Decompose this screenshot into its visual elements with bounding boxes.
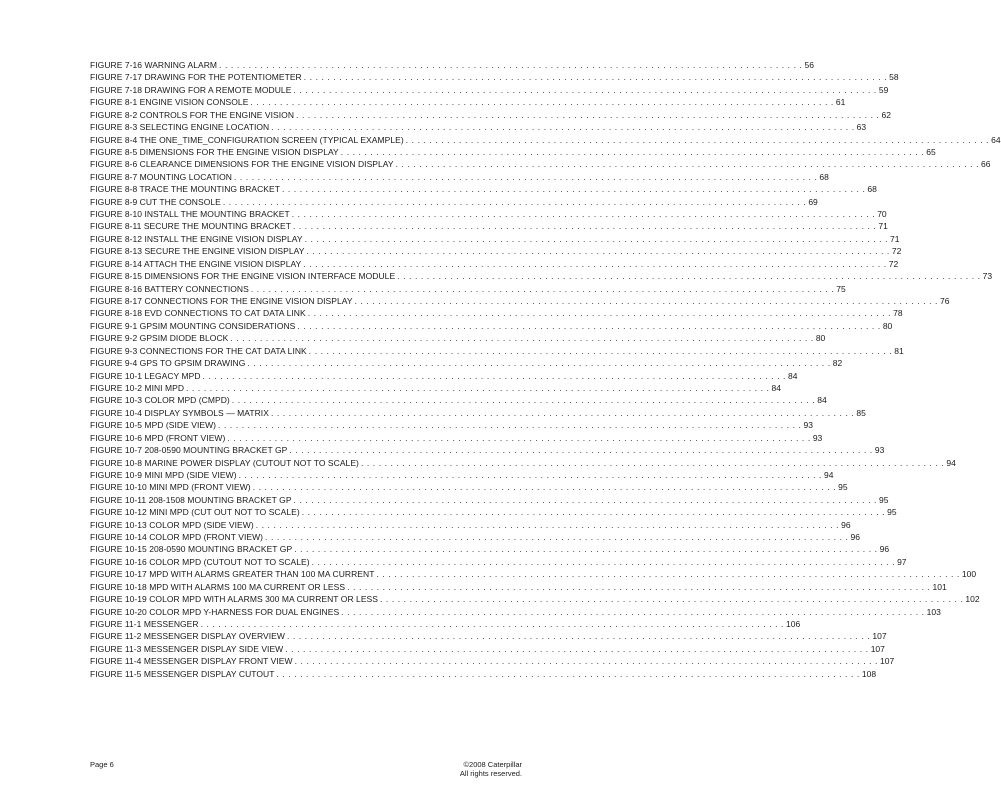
toc-entry[interactable]	[90, 531, 860, 543]
toc-entry-page: 68	[867, 184, 877, 195]
toc-entry[interactable]	[90, 630, 887, 642]
toc-entry[interactable]	[90, 283, 846, 295]
toc-entry-label: FIGURE 9-1 GPSIM MOUNTING CONSIDERATIONS	[90, 320, 296, 331]
toc-entry-page: 69	[808, 196, 818, 207]
toc-entry-label: FIGURE 11-1 MESSENGER	[90, 618, 199, 629]
toc-entry-page: 63	[856, 122, 867, 133]
dot-leader: . . . . . . . . . . . . . . . . . . . . . . . . . . . . . . . . . . . . . . . . . . . . . . . . . . . . . . . . . . . . . . . . . . . . . . . . . . . . . . . . . . . . . . . . . . . . . . . . . . .	[395, 159, 980, 170]
toc-entry[interactable]	[90, 345, 904, 357]
toc-entry[interactable]	[90, 593, 980, 605]
toc-entry-page: 78	[893, 308, 903, 319]
dot-leader: . . . . . . . . . . . . . . . . . . . . . . . . . . . . . . . . . . . . . . . . . . . . . . . . . . . . . . . . . . . . . . . . . . . . . . . . . . . . . . . . . . . . . . . . . . . . . . . . . . .	[186, 382, 770, 393]
toc-entry-page: 76	[940, 296, 950, 307]
toc-entry-label: FIGURE 8-3 SELECTING ENGINE LOCATION	[90, 122, 270, 133]
dot-leader: . . . . . . . . . . . . . . . . . . . . . . . . . . . . . . . . . . . . . . . . . . . . . . . . . . . . . . . . . . . . . . . . . . . . . . . . . . . . . . . . . . . . . . . . . . . . . . . . . . .	[308, 345, 893, 356]
toc-entry[interactable]	[90, 96, 846, 108]
dot-leader: . . . . . . . . . . . . . . . . . . . . . . . . . . . . . . . . . . . . . . . . . . . . . . . . . . . . . . . . . . . . . . . . . . . . . . . . . . . . . . . . . . . . . . . . . . . . . . . . . . .	[250, 283, 835, 294]
toc-entry-page: 101	[932, 581, 947, 592]
dot-leader: . . . . . . . . . . . . . . . . . . . . . . . . . . . . . . . . . . . . . . . . . . . . . . . . . . . . . . . . . . . . . . . . . . . . . . . . . . . . . . . . . . . . . . . . . . . . . . . . . . .	[230, 333, 814, 344]
dot-leader: . . . . . . . . . . . . . . . . . . . . . . . . . . . . . . . . . . . . . . . . . . . . . . . . . . . . . . . . . . . . . . . . . . . . . . . . . . . . . . . . . . . . . . . . . . . . . . . . . . .	[307, 308, 892, 319]
toc-entry-label: FIGURE 8-9 CUT THE CONSOLE	[90, 196, 221, 207]
toc-entry[interactable]	[90, 146, 936, 158]
toc-entry-page: 85	[856, 407, 866, 418]
toc-entry-page: 72	[888, 258, 899, 269]
dot-leader: . . . . . . . . . . . . . . . . . . . . . . . . . . . . . . . . . . . . . . . . . . . . . . . . . . . . . . . . . . . . . . . . . . . . . . . . . . . . . . . . . . . . . . . . . . . . . . . . . . .	[289, 445, 873, 456]
dot-leader: . . . . . . . . . . . . . . . . . . . . . . . . . . . . . . . . . . . . . . . . . . . . . . . . . . . . . . . . . . . . . . . . . . . . . . . . . . . . . . . . . . . . . . . . . . . . . . . . . . .	[227, 432, 811, 443]
toc-entry-label: FIGURE 8-14 ATTACH THE ENGINE VISION DISPLAY	[90, 258, 302, 269]
toc-entry-page: 102	[965, 594, 980, 605]
toc-entry[interactable]	[90, 270, 993, 282]
toc-entry-page: 71	[878, 221, 888, 232]
toc-entry-label: FIGURE 11-4 MESSENGER DISPLAY FRONT VIEW	[90, 656, 293, 667]
toc-entry[interactable]	[90, 606, 941, 618]
toc-entry-page: 107	[872, 631, 887, 642]
toc-entry[interactable]	[90, 444, 885, 456]
dot-leader: . . . . . . . . . . . . . . . . . . . . . . . . . . . . . . . . . . . . . . . . . . . . . . . . . . . . . . . . . . . . . . . . . . . . . . . . . . . . . . . . . . . . . . . . . . . . . . . . . . .	[218, 420, 802, 431]
toc-entry-page: 68	[819, 171, 829, 182]
toc-entry[interactable]	[90, 419, 813, 431]
toc-entry-page: 75	[836, 283, 846, 294]
toc-entry-label: FIGURE 10-19 COLOR MPD WITH ALARMS 300 MA CURRENT OR LESS	[90, 594, 378, 605]
dot-leader: . . . . . . . . . . . . . . . . . . . . . . . . . . . . . . . . . . . . . . . . . . . . . . . . . . . . . . . . . . . . . . . . . . . . . . . . . . . . . . . . . . . . . . . . . . . . . . . . . . .	[276, 668, 860, 679]
toc-entry-page: 107	[870, 643, 885, 654]
toc-entry[interactable]	[90, 432, 823, 444]
toc-entry-page: 66	[981, 159, 991, 170]
toc-entry-label: FIGURE 10-11 208-1508 MOUNTING BRACKET GP	[90, 494, 292, 505]
dot-leader: . . . . . . . . . . . . . . . . . . . . . . . . . . . . . . . . . . . . . . . . . . . . . . . . . . . . . . . . . . . . . . . . . . . . . . . . . . . . . . . . . . . . . . . . . . . . . . . . . . .	[247, 358, 831, 369]
toc-entry-page: 80	[882, 320, 893, 331]
toc-entry-page: 84	[771, 382, 781, 393]
dot-leader: . . . . . . . . . . . . . . . . . . . . . . . . . . . . . . . . . . . . . . . . . . . . . . . . . . . . . . . . . . . . . . . . . . . . . . . . . . . . . . . . . . . . . . . . . . . . . . . . . . .	[340, 146, 925, 157]
copyright-line: ©2008 Caterpillar	[463, 760, 522, 769]
dot-leader: . . . . . . . . . . . . . . . . . . . . . . . . . . . . . . . . . . . . . . . . . . . . . . . . . . . . . . . . . . . . . . . . . . . . . . . . . . . . . . . . . . . . . . . . . . . . . . . . . . .	[294, 656, 879, 667]
toc-entry-page: 94	[824, 469, 834, 480]
toc-entry-label: FIGURE 9-4 GPS TO GPSIM DRAWING	[90, 358, 246, 369]
toc-entry-page: 96	[841, 519, 851, 530]
dot-leader: . . . . . . . . . . . . . . . . . . . . . . . . . . . . . . . . . . . . . . . . . . . . . . . . . . . . . . . . . . . . . . . . . . . . . . . . . . . . . . . . . . . . . . . . . . . . . . . . . . .	[294, 544, 878, 555]
toc-entry-page: 84	[817, 395, 827, 406]
toc-entry-page: 70	[877, 209, 887, 220]
dot-leader: . . . . . . . . . . . . . . . . . . . . . . . . . . . . . . . . . . . . . . . . . . . . . . . . . . . . . . . . . . . . . . . . . . . . . . . . . . . . . . . . . . . . . . . . . . . . . . . . . . .	[376, 569, 960, 580]
toc-entry[interactable]	[90, 134, 1001, 146]
toc-entry[interactable]	[90, 370, 798, 382]
dot-leader: . . . . . . . . . . . . . . . . . . . . . . . . . . . . . . . . . . . . . . . . . . . . . . . . . . . . . . . . . . . . . . . . . . . . . . . . . . . . . . . . . . . . . . . . . . . . . . . . . . .	[255, 519, 840, 530]
toc-entry[interactable]	[90, 71, 899, 83]
dot-leader: . . . . . . . . . . . . . . . . . . . . . . . . . . . . . . . . . . . . . . . . . . . . . . . . . . . . . . . . . . . . . . . . . . . . . . . . . . . . . . . . . . . . . . . . . . . . . . . . . . .	[303, 258, 887, 269]
dot-leader: . . . . . . . . . . . . . . . . . . . . . . . . . . . . . . . . . . . . . . . . . . . . . . . . . . . . . . . . . . . . . . . . . . . . . . . . . . . . . . . . . . . . . . . . . . . . . . . . . . .	[347, 581, 931, 592]
toc-entry-label: FIGURE 10-15 208-0590 MOUNTING BRACKET GP	[90, 544, 293, 555]
toc-entry[interactable]	[90, 481, 848, 493]
toc-entry-label: FIGURE 8-17 CONNECTIONS FOR THE ENGINE VISION DISPLAY	[90, 296, 353, 307]
toc-entry-label: FIGURE 8-12 INSTALL THE ENGINE VISION DISPLAY	[90, 233, 303, 244]
toc-entry-page: 94	[946, 457, 956, 468]
rights-line: All rights reserved.	[459, 769, 522, 778]
dot-leader: . . . . . . . . . . . . . . . . . . . . . . . . . . . . . . . . . . . . . . . . . . . . . . . . . . . . . . . . . . . . . . . . . . . . . . . . . . . . . . . . . . . . . . . . . . . . . . . . . . .	[297, 320, 881, 331]
toc-entry[interactable]	[90, 357, 843, 369]
toc-entry-page: 58	[889, 72, 899, 83]
toc-entry[interactable]	[90, 84, 889, 96]
dot-leader: . . . . . . . . . . . . . . . . . . . . . . . . . . . . . . . . . . . . . . . . . . . . . . . . . . . . . . . . . . . . . . . . . . . . . . . . . . . . . . . . . . . . . . . . . . . . . . . . . . .	[296, 109, 880, 120]
dot-leader: . . . . . . . . . . . . . . . . . . . . . . . . . . . . . . . . . . . . . . . . . . . . . . . . . . . . . . . . . . . . . . . . . . . . . . . . . . . . . . . . . . . . . . . . . . . . . . . . . . .	[271, 122, 855, 133]
toc-entry-label: FIGURE 10-8 MARINE POWER DISPLAY (CUTOUT NOT TO SCALE)	[90, 457, 359, 468]
dot-leader: . . . . . . . . . . . . . . . . . . . . . . . . . . . . . . . . . . . . . . . . . . . . . . . . . . . . . . . . . . . . . . . . . . . . . . . . . . . . . . . . . . . . . . . . . . . . . . . . . . .	[252, 482, 837, 493]
toc-entry-label: FIGURE 7-17 DRAWING FOR THE POTENTIOMETER	[90, 72, 302, 83]
toc-entry-page: 64	[991, 134, 1001, 145]
toc-entry[interactable]	[90, 668, 877, 680]
toc-entry-label: FIGURE 8-16 BATTERY CONNECTIONS	[90, 283, 249, 294]
toc-entry-label: FIGURE 10-4 DISPLAY SYMBOLS — MATRIX	[90, 407, 269, 418]
toc-entry[interactable]	[90, 158, 991, 170]
toc-entry[interactable]	[90, 171, 829, 183]
toc-entry-label: FIGURE 10-9 MINI MPD (SIDE VIEW)	[90, 469, 237, 480]
toc-entry-page: 80	[815, 333, 826, 344]
toc-entry-page: 62	[881, 109, 891, 120]
toc-entry-page: 93	[803, 420, 813, 431]
toc-entry-label: FIGURE 7-16 WARNING ALARM	[90, 60, 218, 70]
toc-entry-label: FIGURE 8-5 DIMENSIONS FOR THE ENGINE VISION DISPLAY	[90, 146, 339, 157]
dot-leader: . . . . . . . . . . . . . . . . . . . . . . . . . . . . . . . . . . . . . . . . . . . . . . . . . . . . . . . . . . . . . . . . . . . . . . . . . . . . . . . . . . . . . . . . . . . . . . . . . . .	[341, 606, 925, 617]
toc-entry[interactable]	[90, 556, 907, 568]
toc-entry-label: FIGURE 11-3 MESSENGER DISPLAY SIDE VIEW	[90, 643, 284, 654]
toc-entry-label: FIGURE 10-5 MPD (SIDE VIEW)	[90, 420, 217, 431]
toc-entry-page: 95	[838, 482, 848, 493]
toc-entry-page: 82	[832, 358, 843, 369]
dot-leader: . . . . . . . . . . . . . . . . . . . . . . . . . . . . . . . . . . . . . . . . . . . . . . . . . . . . . . . . . . . . . . . . . . . . . . . . . . . . . . . . . . . . . . . . . . . . . . . . . . .	[222, 196, 807, 207]
dot-leader: . . . . . . . . . . . . . . . . . . . . . . . . . . . . . . . . . . . . . . . . . . . . . . . . . . . . . . . . . . . . . . . . . . . . . . . . . . . . . . . . . . . . . . . . . . . . . . . . . . .	[306, 246, 890, 257]
toc-entry-label: FIGURE 10-14 COLOR MPD (FRONT VIEW)	[90, 532, 264, 543]
dot-leader: . . . . . . . . . . . . . . . . . . . . . . . . . . . . . . . . . . . . . . . . . . . . . . . . . . . . . . . . . . . . . . . . . . . . . . . . . . . . . . . . . . . . . . . . . . . . . . . . . . .	[238, 469, 823, 480]
toc-entry-page: 106	[786, 618, 801, 629]
toc-entry-label: FIGURE 8-4 THE ONE_TIME_CONFIGURATION SCREEN (TYPICAL EXAMPLE)	[90, 134, 404, 145]
toc-entry-page: 73	[982, 271, 993, 282]
toc-entry-label: FIGURE 10-1 LEGACY MPD	[90, 370, 201, 381]
toc-entry[interactable]	[90, 121, 867, 133]
toc-entry-page: 81	[894, 345, 904, 356]
dot-leader: . . . . . . . . . . . . . . . . . . . . . . . . . . . . . . . . . . . . . . . . . . . . . . . . . . . . . . . . . . . . . . . . . . . . . . . . . . . . . . . . . . . . . . . . . . . . . . . . . . .	[292, 221, 877, 232]
toc-entry[interactable]	[90, 183, 877, 195]
toc-entry-label: FIGURE 11-5 MESSENGER DISPLAY CUTOUT	[90, 668, 275, 679]
toc-entry-page: 65	[926, 146, 936, 157]
toc-entry-label: FIGURE 8-8 TRACE THE MOUNTING BRACKET	[90, 184, 280, 195]
dot-leader: . . . . . . . . . . . . . . . . . . . . . . . . . . . . . . . . . . . . . . . . . . . . . . . . . . . . . . . . . . . . . . . . . . . . . . . . . . . . . . . . . . . . . . . . . . . . . . . . . . .	[202, 370, 786, 381]
dot-leader: . . . . . . . . . . . . . . . . . . . . . . . . . . . . . . . . . . . . . . . . . . . . . . . . . . . . . . . . . . . . . . . . . . . . . . . . . . . . . . . . . . . . . . . . . . . . . . . . . . .	[304, 233, 889, 244]
toc-entry[interactable]	[90, 233, 900, 245]
dot-leader: . . . . . . . . . . . . . . . . . . . . . . . . . . . . . . . . . . . . . . . . . . . . . . . . . . . . . . . . . . . . . . . . . . . . . . . . . . . . . . . . . . . . . . . . . . . . . . . . . . .	[397, 271, 981, 282]
toc-entry-label: FIGURE 10-2 MINI MPD	[90, 382, 185, 393]
toc-entry[interactable]	[90, 519, 851, 531]
toc-entry-page: 103	[926, 606, 941, 617]
toc-entry-page: 95	[878, 494, 889, 505]
copyright-notice	[460, 760, 522, 778]
dot-leader: . . . . . . . . . . . . . . . . . . . . . . . . . . . . . . . . . . . . . . . . . . . . . . . . . . . . . . . . . . . . . . . . . . . . . . . . . . . . . . . . . . . . . . . . . . . . . . . . . . .	[265, 532, 849, 543]
toc-entry-label: FIGURE 11-2 MESSENGER DISPLAY OVERVIEW	[90, 631, 285, 642]
toc-entry[interactable]	[90, 196, 818, 208]
page-number: Page 6	[90, 760, 114, 769]
toc-entry[interactable]	[90, 394, 827, 406]
dot-leader: . . . . . . . . . . . . . . . . . . . . . . . . . . . . . . . . . . . . . . . . . . . . . . . . . . . . . . . . . . . . . . . . . . . . . . . . . . . . . . . . . . . . . . . . . . . . . . . . . . .	[231, 395, 816, 406]
toc-entry-label: FIGURE 10-3 COLOR MPD (CMPD)	[90, 395, 230, 406]
dot-leader: . . . . . . . . . . . . . . . . . . . . . . . . . . . . . . . . . . . . . . . . . . . . . . . . . . . . . . . . . . . . . . . . . . . . . . . . . . . . . . . . . . . . . . . . . . . . . . . . . . .	[303, 72, 888, 83]
toc-entry-label: FIGURE 10-10 MINI MPD (FRONT VIEW)	[90, 482, 251, 493]
dot-leader: . . . . . . . . . . . . . . . . . . . . . . . . . . . . . . . . . . . . . . . . . . . . . . . . . . . . . . . . . . . . . . . . . . . . . . . . . . . . . . . . . . . . . . . . . . . . . . . . . . .	[405, 134, 990, 145]
toc-entry-label: FIGURE 8-2 CONTROLS FOR THE ENGINE VISION	[90, 109, 295, 120]
toc-entry[interactable]	[90, 506, 897, 518]
toc-entry-label: FIGURE 10-7 208-0590 MOUNTING BRACKET GP	[90, 445, 288, 456]
toc-entry[interactable]	[90, 581, 947, 593]
toc-entry-page: 96	[850, 532, 860, 543]
toc-entry-page: 107	[880, 656, 895, 667]
toc-entry[interactable]	[90, 643, 885, 655]
toc-entry-page: 84	[787, 370, 798, 381]
toc-entry[interactable]	[90, 382, 781, 394]
toc-entry[interactable]	[90, 332, 826, 344]
toc-entry[interactable]	[90, 258, 899, 270]
toc-entry-label: FIGURE 8-7 MOUNTING LOCATION	[90, 171, 232, 182]
toc-entry-label: FIGURE 9-2 GPSIM DIODE BLOCK	[90, 333, 229, 344]
dot-leader: . . . . . . . . . . . . . . . . . . . . . . . . . . . . . . . . . . . . . . . . . . . . . . . . . . . . . . . . . . . . . . . . . . . . . . . . . . . . . . . . . . . . . . . . . . . . . . . . . . .	[233, 171, 818, 182]
toc-entry[interactable]	[90, 208, 887, 220]
toc-entry[interactable]	[90, 245, 902, 257]
toc-entry-label: FIGURE 8-15 DIMENSIONS FOR THE ENGINE VISION INTERFACE MODULE	[90, 271, 396, 282]
toc-entry[interactable]	[90, 618, 801, 630]
toc-entry-page: 97	[897, 556, 907, 567]
toc-entry-label: FIGURE 10-6 MPD (FRONT VIEW)	[90, 432, 226, 443]
dot-leader: . . . . . . . . . . . . . . . . . . . . . . . . . . . . . . . . . . . . . . . . . . . . . . . . . . . . . . . . . . . . . . . . . . . . . . . . . . . . . . . . . . . . . . . . . . . . . . . . . . .	[286, 631, 871, 642]
toc-entry-page: 72	[891, 246, 902, 257]
toc-entry[interactable]	[90, 109, 891, 121]
dot-leader: . . . . . . . . . . . . . . . . . . . . . . . . . . . . . . . . . . . . . . . . . . . . . . . . . . . . . . . . . . . . . . . . . . . . . . . . . . . . . . . . . . . . . . . . . . . . . . . . . . .	[301, 507, 886, 518]
toc-entry-label: FIGURE 8-13 SECURE THE ENGINE VISION DISPLAY	[90, 246, 305, 257]
toc-entry[interactable]	[90, 220, 888, 232]
toc-entry[interactable]	[90, 307, 903, 319]
toc-entry-label: FIGURE 8-6 CLEARANCE DIMENSIONS FOR THE ENGINE VISION DISPLAY	[90, 159, 394, 170]
toc-entry-label: FIGURE 8-11 SECURE THE MOUNTING BRACKET	[90, 221, 291, 232]
dot-leader: . . . . . . . . . . . . . . . . . . . . . . . . . . . . . . . . . . . . . . . . . . . . . . . . . . . . . . . . . . . . . . . . . . . . . . . . . . . . . . . . . . . . . . . . . . . . . . . . . . .	[293, 494, 877, 505]
toc-entry-page: 93	[874, 445, 885, 456]
toc-entry-label: FIGURE 8-1 ENGINE VISION CONSOLE	[90, 97, 249, 108]
toc-entry-page: 93	[812, 432, 823, 443]
toc-entry-label: FIGURE 9-3 CONNECTIONS FOR THE CAT DATA LINK	[90, 345, 307, 356]
toc-entry[interactable]	[90, 494, 889, 506]
toc-entry[interactable]	[90, 655, 895, 667]
toc-entry-label: FIGURE 8-10 INSTALL THE MOUNTING BRACKET	[90, 209, 290, 220]
dot-leader: . . . . . . . . . . . . . . . . . . . . . . . . . . . . . . . . . . . . . . . . . . . . . . . . . . . . . . . . . . . . . . . . . . . . . . . . . . . . . . . . . . . . . . . . . . . . . . . . . . .	[270, 407, 855, 418]
toc-entry-page: 56	[804, 60, 814, 70]
dot-leader: . . . . . . . . . . . . . . . . . . . . . . . . . . . . . . . . . . . . . . . . . . . . . . . . . . . . . . . . . . . . . . . . . . . . . . . . . . . . . . . . . . . . . . . . . . . . . . . . . . .	[250, 97, 834, 108]
toc-entry-label: FIGURE 10-16 COLOR MPD (CUTOUT NOT TO SCALE)	[90, 556, 310, 567]
toc-entry-page: 61	[835, 97, 846, 108]
toc-entry-label: FIGURE 10-20 COLOR MPD Y-HARNESS FOR DUAL ENGINES	[90, 606, 340, 617]
toc-entry-label: FIGURE 7-18 DRAWING FOR A REMOTE MODULE	[90, 84, 292, 95]
toc-entry-page: 96	[879, 544, 890, 555]
toc-entry-page: 108	[861, 668, 877, 679]
toc-entry[interactable]	[90, 457, 956, 469]
toc-entry[interactable]	[90, 469, 834, 481]
toc-entry-page: 95	[887, 507, 897, 518]
dot-leader: . . . . . . . . . . . . . . . . . . . . . . . . . . . . . . . . . . . . . . . . . . . . . . . . . . . . . . . . . . . . . . . . . . . . . . . . . . . . . . . . . . . . . . . . . . . . . . . . . . .	[281, 184, 866, 195]
dot-leader: . . . . . . . . . . . . . . . . . . . . . . . . . . . . . . . . . . . . . . . . . . . . . . . . . . . . . . . . . . . . . . . . . . . . . . . . . . . . . . . . . . . . . . . . . . . . . . . . . . .	[311, 556, 896, 567]
toc-entry-label: FIGURE 10-13 COLOR MPD (SIDE VIEW)	[90, 519, 254, 530]
toc-entry[interactable]	[90, 295, 950, 307]
dot-leader: . . . . . . . . . . . . . . . . . . . . . . . . . . . . . . . . . . . . . . . . . . . . . . . . . . . . . . . . . . . . . . . . . . . . . . . . . . . . . . . . . . . . . . . . . . . . . . . . . . .	[354, 296, 939, 307]
toc-entry[interactable]	[90, 568, 977, 580]
list-of-figures	[90, 59, 1001, 680]
dot-leader: . . . . . . . . . . . . . . . . . . . . . . . . . . . . . . . . . . . . . . . . . . . . . . . . . . . . . . . . . . . . . . . . . . . . . . . . . . . . . . . . . . . . . . . . . . . . . . . . . . .	[285, 643, 869, 654]
toc-entry-label: FIGURE 10-18 MPD WITH ALARMS 100 MA CURRENT OR LESS	[90, 581, 346, 592]
toc-entry-label: FIGURE 10-12 MINI MPD (CUT OUT NOT TO SCALE)	[90, 507, 300, 518]
toc-entry-page: 100	[961, 569, 977, 580]
dot-leader: . . . . . . . . . . . . . . . . . . . . . . . . . . . . . . . . . . . . . . . . . . . . . . . . . . . . . . . . . . . . . . . . . . . . . . . . . . . . . . . . . . . . . . . . . . . . . . . . . . .	[219, 60, 803, 70]
dot-leader: . . . . . . . . . . . . . . . . . . . . . . . . . . . . . . . . . . . . . . . . . . . . . . . . . . . . . . . . . . . . . . . . . . . . . . . . . . . . . . . . . . . . . . . . . . . . . . . . . . .	[293, 84, 877, 95]
dot-leader: . . . . . . . . . . . . . . . . . . . . . . . . . . . . . . . . . . . . . . . . . . . . . . . . . . . . . . . . . . . . . . . . . . . . . . . . . . . . . . . . . . . . . . . . . . . . . . . . . . .	[360, 457, 945, 468]
toc-entry-page: 71	[890, 233, 900, 244]
toc-entry[interactable]	[90, 320, 893, 332]
toc-entry-label: FIGURE 10-17 MPD WITH ALARMS GREATER THAN 100 MA CURRENT	[90, 569, 375, 580]
dot-leader: . . . . . . . . . . . . . . . . . . . . . . . . . . . . . . . . . . . . . . . . . . . . . . . . . . . . . . . . . . . . . . . . . . . . . . . . . . . . . . . . . . . . . . . . . . . . . . . . . . .	[379, 594, 964, 605]
toc-entry-page: 59	[878, 84, 889, 95]
toc-entry[interactable]	[90, 407, 866, 419]
dot-leader: . . . . . . . . . . . . . . . . . . . . . . . . . . . . . . . . . . . . . . . . . . . . . . . . . . . . . . . . . . . . . . . . . . . . . . . . . . . . . . . . . . . . . . . . . . . . . . . . . . .	[291, 209, 876, 220]
toc-entry[interactable]	[90, 59, 814, 71]
toc-entry-label: FIGURE 8-18 EVD CONNECTIONS TO CAT DATA LINK	[90, 308, 306, 319]
toc-entry[interactable]	[90, 543, 890, 555]
dot-leader: . . . . . . . . . . . . . . . . . . . . . . . . . . . . . . . . . . . . . . . . . . . . . . . . . . . . . . . . . . . . . . . . . . . . . . . . . . . . . . . . . . . . . . . . . . . . . . . . . . .	[200, 618, 785, 629]
